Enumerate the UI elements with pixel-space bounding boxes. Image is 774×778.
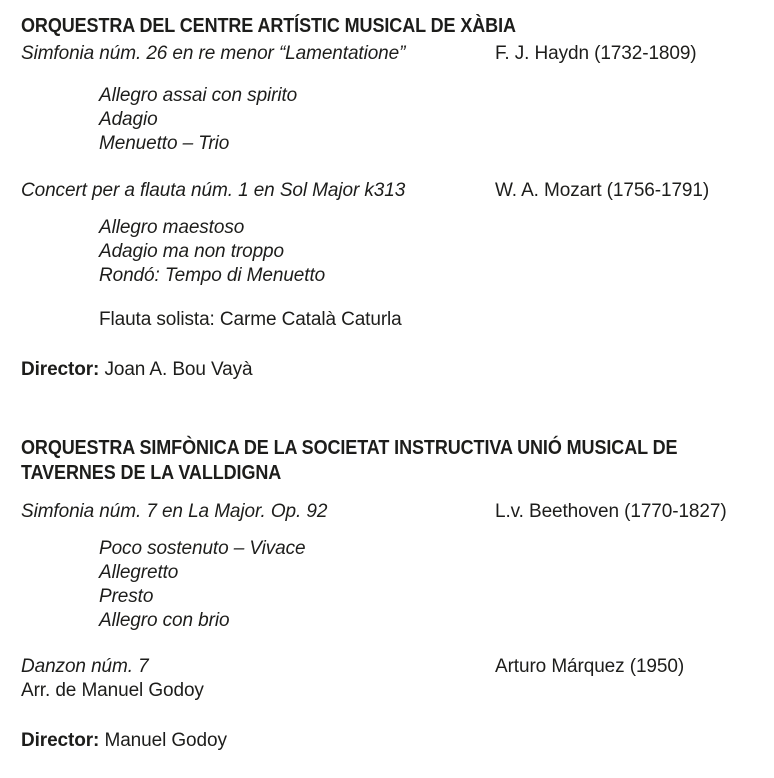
piece-haydn-composer: F. J. Haydn (1732-1809): [495, 43, 697, 64]
section-1-heading: [21, 14, 571, 39]
movement: Adagio ma non troppo: [99, 241, 284, 262]
movement: Presto: [99, 586, 154, 607]
director-name: Manuel Godoy: [99, 730, 227, 751]
piece-marquez-arranger: Arr. de Manuel Godoy: [21, 680, 204, 701]
piece-marquez-row: [21, 655, 774, 703]
section-2-heading-line-1: ORQUESTRA SIMFÒNICA DE LA SOCIETAT INSTRUCTIVA UNIÓ MUSICAL DE: [21, 437, 678, 459]
director-name: Joan A. Bou Vayà: [99, 359, 253, 380]
director-label: Director:: [21, 730, 100, 751]
flute-soloist-line: Flauta solista: Carme Català Caturla: [99, 309, 402, 330]
movement: Allegro maestoso: [99, 217, 245, 238]
piece-marquez-composer: Arturo Márquez (1950): [495, 656, 685, 677]
movement: Adagio: [99, 109, 158, 130]
movement: Poco sostenuto – Vivace: [99, 538, 306, 559]
piece-beethoven-title: Simfonia núm. 7 en La Major. Op. 92: [21, 501, 328, 522]
piece-haydn-title: Simfonia núm. 26 en re menor “Lamentatione”: [21, 43, 406, 64]
piece-mozart-title: Concert per a flauta núm. 1 en Sol Major k313: [21, 180, 406, 201]
section-2-heading-line-2: TAVERNES DE LA VALLDIGNA: [21, 462, 282, 484]
piece-mozart-composer: W. A. Mozart (1756-1791): [495, 180, 710, 201]
movement: Rondó: Tempo di Menuetto: [99, 265, 326, 286]
movement: Allegro con brio: [99, 610, 230, 631]
piece-beethoven-row: [21, 500, 774, 524]
section-2-director-line: [21, 729, 227, 753]
piece-haydn-movements: [99, 84, 297, 156]
movement: Allegro assai con spirito: [99, 85, 298, 106]
piece-marquez-title: Danzon núm. 7: [21, 656, 149, 677]
piece-beethoven-composer: L.v. Beethoven (1770-1827): [495, 501, 727, 522]
director-label: Director:: [21, 359, 100, 380]
piece-beethoven-movements: [99, 537, 306, 633]
piece-mozart-movements: [99, 216, 325, 288]
section-1-director-line: [21, 358, 253, 382]
movement: Allegretto: [99, 562, 179, 583]
section-2-heading: [21, 436, 750, 486]
piece-haydn-row: [21, 42, 774, 66]
piece-mozart-row: [21, 179, 774, 203]
movement: Menuetto – Trio: [99, 133, 230, 154]
section-1-heading-line-1: ORQUESTRA DEL CENTRE ARTÍSTIC MUSICAL DE XÀBIA: [21, 15, 516, 37]
